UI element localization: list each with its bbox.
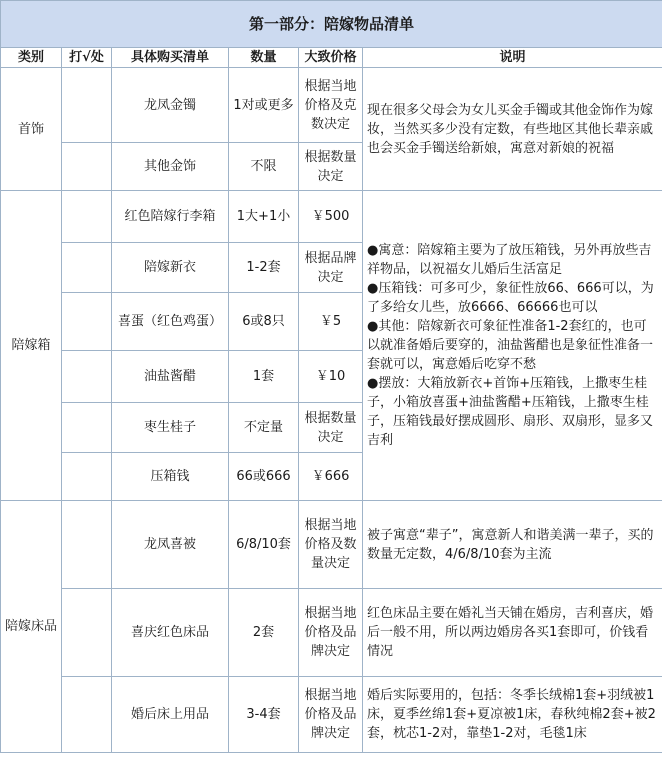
- item-price: 根据当地价格及品牌决定: [299, 677, 363, 753]
- item-quantity: 1套: [229, 351, 299, 403]
- header-check: 打√处: [62, 48, 112, 68]
- check-cell[interactable]: [62, 243, 112, 293]
- item-price: 根据当地价格及克数决定: [299, 68, 363, 143]
- description-line: ●压箱钱：可多可少，象征性放66、666可以，为了多给女儿些，放6666、66666也可以: [367, 281, 654, 315]
- item-quantity: 1-2套: [229, 243, 299, 293]
- item-price: ￥666: [299, 453, 363, 501]
- page-title: 第一部分：陪嫁物品清单: [1, 1, 662, 48]
- item-quantity: 66或666: [229, 453, 299, 501]
- description-line: ●摆放：大箱放新衣+首饰+压箱钱，上撒枣生桂子，小箱放喜蛋+油盐酱醋+压箱钱，上撒枣生桂子，压箱钱最好摆成圆形、扇形、双扇形，显多又吉利: [367, 376, 654, 448]
- description-line: ●寓意：陪嫁箱主要为了放压箱钱，另外再放些吉祥物品，以祝福女儿婚后生活富足: [367, 243, 652, 277]
- table-row: [1, 677, 662, 753]
- item-price: 根据品牌决定: [299, 243, 363, 293]
- header-category: 类别: [1, 48, 62, 68]
- item-name: 红色陪嫁行李箱: [112, 191, 229, 243]
- item-price: 根据数量决定: [299, 403, 363, 453]
- item-name: 喜庆红色床品: [112, 589, 229, 677]
- check-cell[interactable]: [62, 351, 112, 403]
- category-cell: 陪嫁箱: [1, 191, 62, 501]
- check-cell[interactable]: [62, 143, 112, 191]
- header-row: [1, 48, 662, 68]
- description-cell: 红色床品主要在婚礼当天铺在婚房，吉利喜庆，婚后一般不用，所以两边婚房各买1套即可，价钱看情况: [363, 589, 662, 677]
- item-price: ￥500: [299, 191, 363, 243]
- item-name: 喜蛋（红色鸡蛋）: [112, 293, 229, 351]
- header-item: 具体购买清单: [112, 48, 229, 68]
- item-name: 陪嫁新衣: [112, 243, 229, 293]
- item-price: ￥10: [299, 351, 363, 403]
- table-row: [1, 68, 662, 143]
- check-cell[interactable]: [62, 589, 112, 677]
- item-quantity: 3-4套: [229, 677, 299, 753]
- item-price: 根据当地价格及品牌决定: [299, 589, 363, 677]
- item-quantity: 6或8只: [229, 293, 299, 351]
- table-row: [1, 589, 662, 677]
- item-price: ￥5: [299, 293, 363, 351]
- item-quantity: 6/8/10套: [229, 501, 299, 589]
- check-cell[interactable]: [62, 403, 112, 453]
- description-cell: 婚后实际要用的，包括：冬季长绒棉1套+羽绒被1床，夏季丝绵1套+夏凉被1床，春秋纯棉2套+被2套，枕芯1-2对，靠垫1-2对，毛毯1床: [363, 677, 662, 753]
- item-name: 婚后床上用品: [112, 677, 229, 753]
- table-row: [1, 501, 662, 589]
- table-row: [1, 191, 662, 243]
- item-price: 根据当地价格及数量决定: [299, 501, 363, 589]
- check-cell[interactable]: [62, 68, 112, 143]
- check-cell[interactable]: [62, 501, 112, 589]
- header-quantity: 数量: [229, 48, 299, 68]
- header-price: 大致价格: [299, 48, 363, 68]
- item-quantity: 不限: [229, 143, 299, 191]
- header-description: 说明: [363, 48, 662, 68]
- item-quantity: 1大+1小: [229, 191, 299, 243]
- item-quantity: 不定量: [229, 403, 299, 453]
- item-name: 油盐酱醋: [112, 351, 229, 403]
- item-quantity: 2套: [229, 589, 299, 677]
- item-name: 压箱钱: [112, 453, 229, 501]
- item-quantity: 1对或更多: [229, 68, 299, 143]
- description-cell: [363, 191, 662, 501]
- description-line: ●其他：陪嫁新衣可象征性准备1-2套红的，也可以就准备婚后要穿的，油盐酱醋也是象征性准备一套就可以，寓意婚后吃穿不愁: [367, 319, 654, 372]
- item-name: 枣生桂子: [112, 403, 229, 453]
- description-cell: 被子寓意“辈子”，寓意新人和谐美满一辈子，买的数量无定数，4/6/8/10套为主流: [363, 501, 662, 589]
- item-name: 龙凤喜被: [112, 501, 229, 589]
- check-cell[interactable]: [62, 293, 112, 351]
- category-cell: 陪嫁床品: [1, 501, 62, 753]
- description-line: 现在很多父母会为女儿买金手镯或其他金饰作为嫁妆，当然买多少没有定数，有些地区其他长辈亲戚也会买金手镯送给新娘，寓意对新娘的祝福: [367, 102, 654, 156]
- check-cell[interactable]: [62, 453, 112, 501]
- item-name: 龙凤金镯: [112, 68, 229, 143]
- check-cell[interactable]: [62, 191, 112, 243]
- item-name: 其他金饰: [112, 143, 229, 191]
- category-cell: 首饰: [1, 68, 62, 191]
- check-cell[interactable]: [62, 677, 112, 753]
- item-price: 根据数量决定: [299, 143, 363, 191]
- description-cell: [363, 68, 662, 191]
